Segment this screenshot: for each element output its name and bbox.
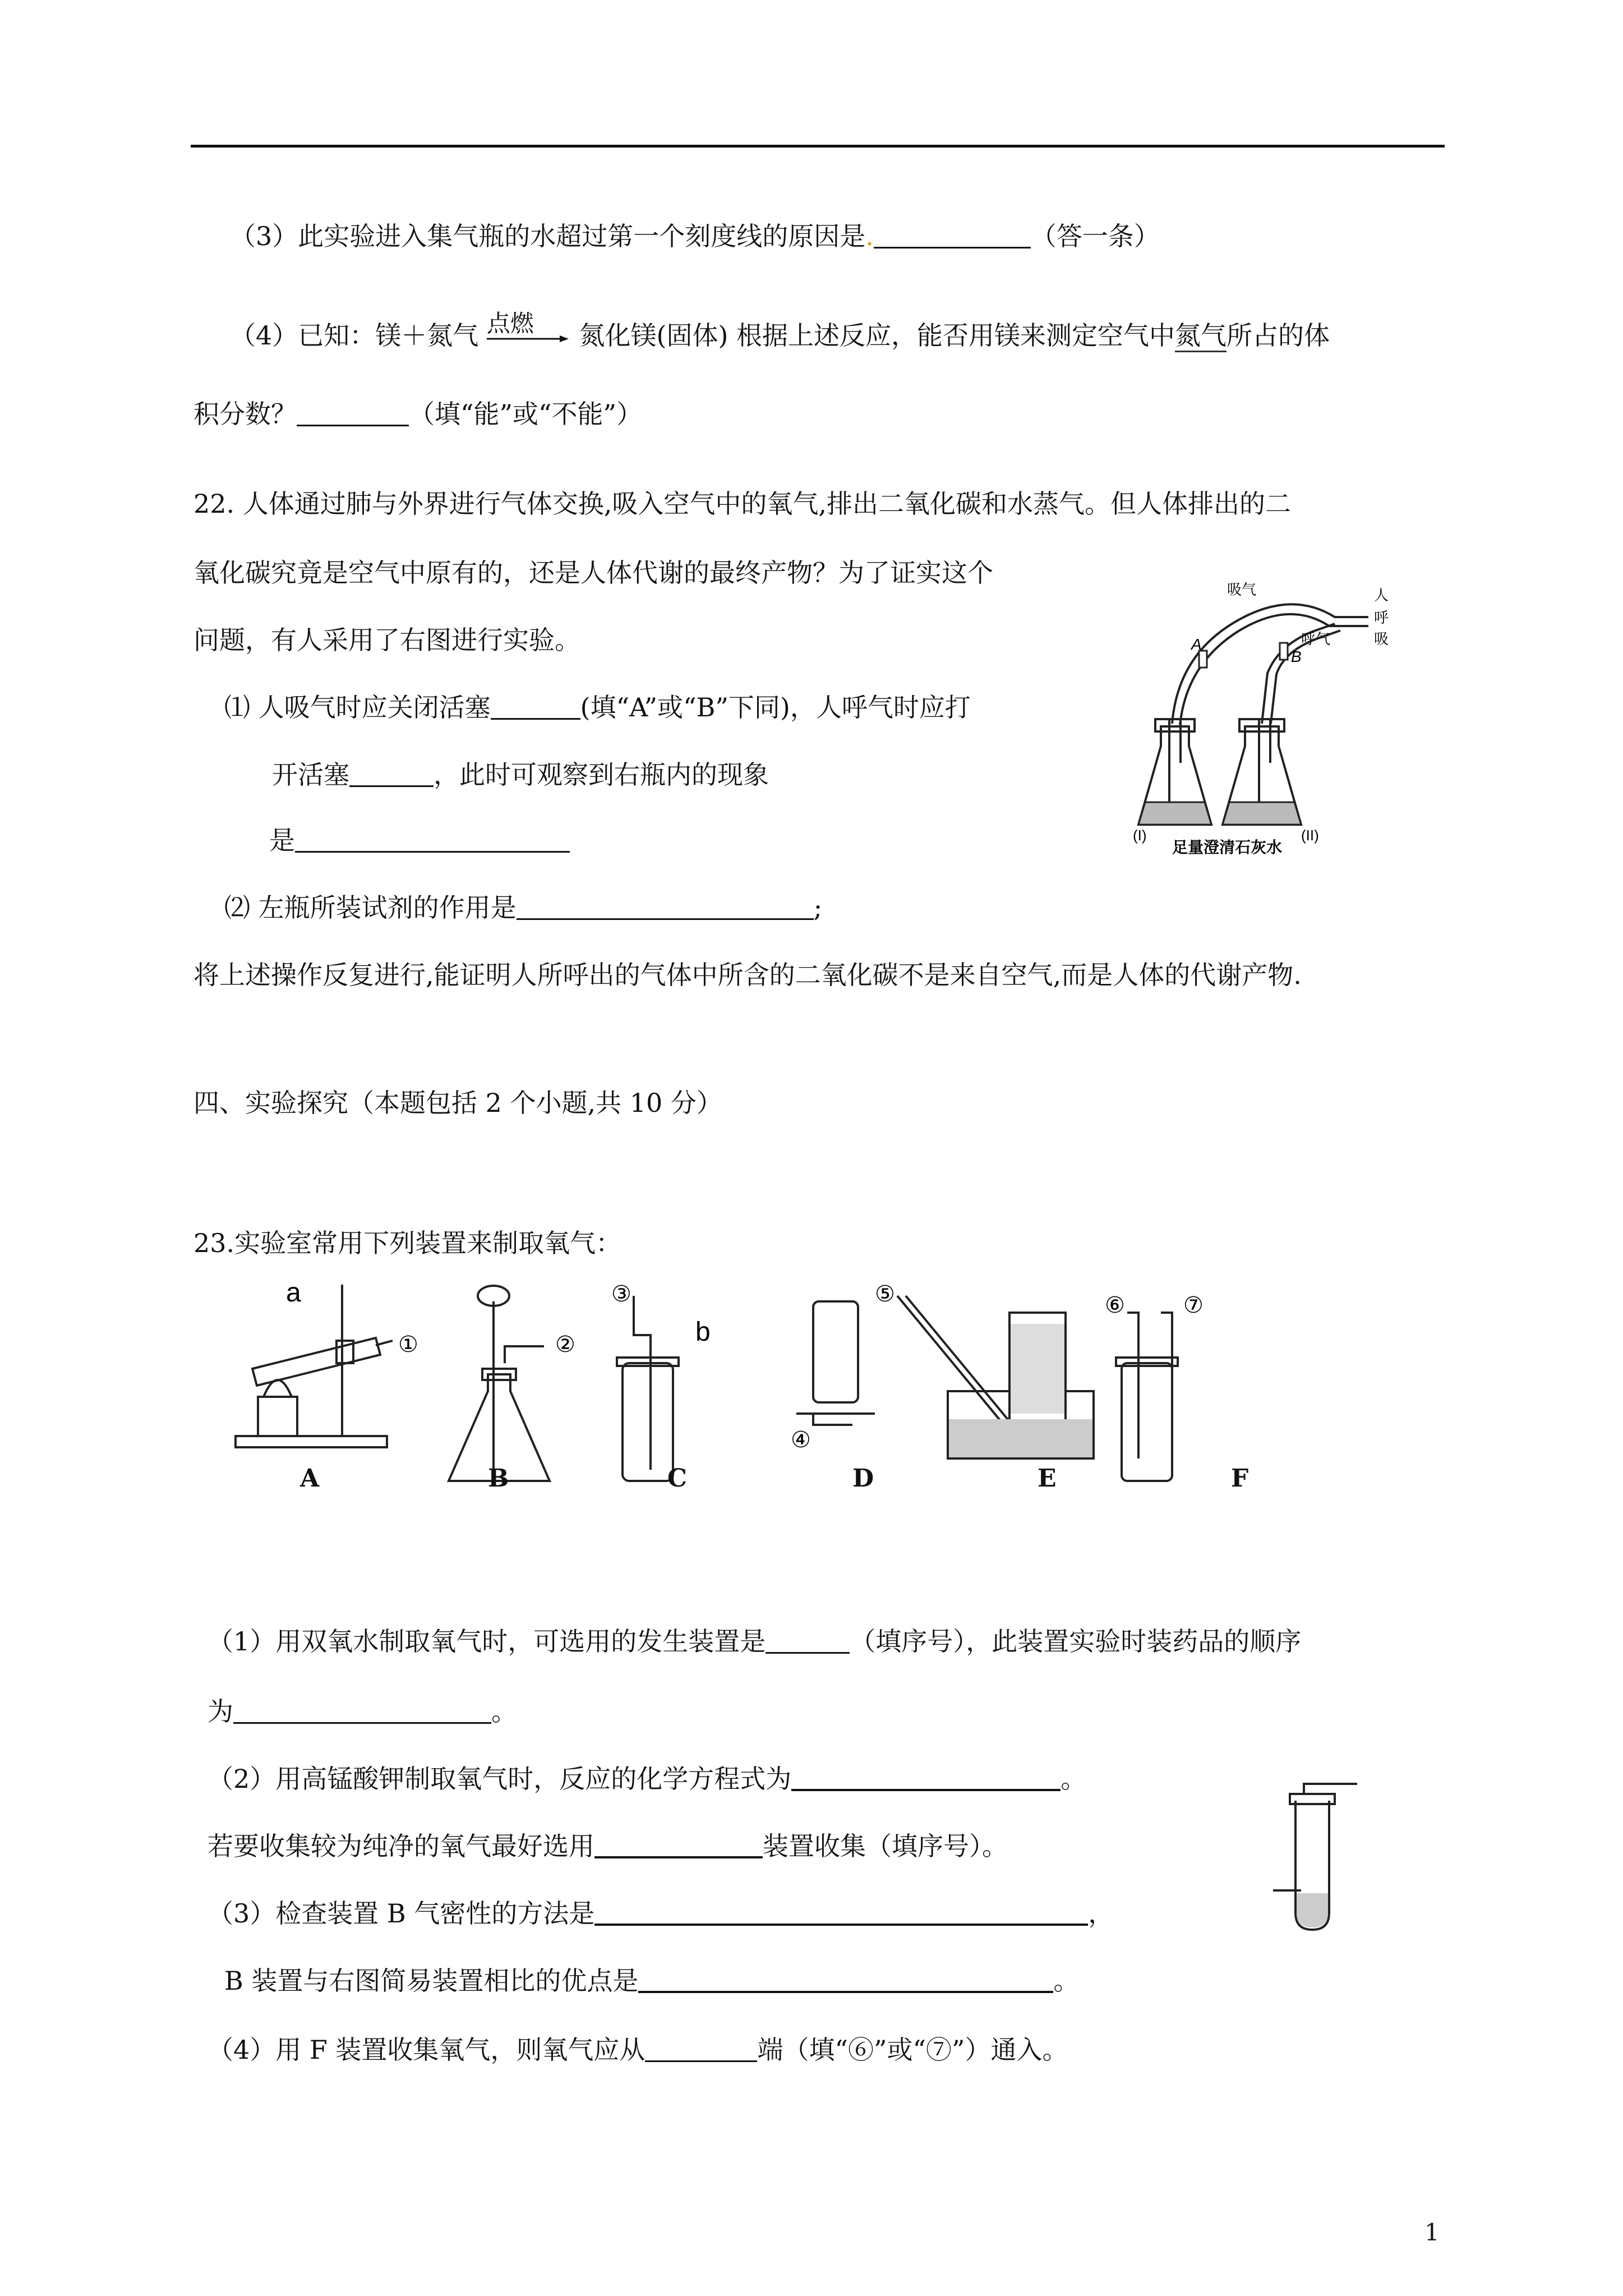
q23-part2-line2: [208, 1826, 1008, 1863]
label-inhale: 吸气: [1227, 581, 1257, 598]
simple-apparatus-drawing: [1273, 1778, 1385, 1947]
apparatus-label-e: E: [1038, 1464, 1057, 1493]
q21-part4-blank[interactable]: [297, 400, 409, 426]
apparatus-label-a: A: [300, 1464, 320, 1493]
q23-part3-a: （3）检查装置 B 气密性的方法是: [208, 1898, 595, 1929]
q23-part2-a: （2）用高锰酸钾制取氧气时，反应的化学方程式为: [208, 1764, 792, 1794]
apparatus-drawing: [230, 1279, 1352, 1503]
q23-blank-airtight[interactable]: [594, 1899, 1088, 1926]
q23-blank-inlet[interactable]: [645, 2036, 757, 2062]
section4-title: 四、实验探究（本题包括 2 个小题,共 10 分）: [193, 1088, 722, 1118]
q21-part4-pre: （4）已知：镁＋氮气: [230, 320, 479, 351]
q23-part1-b: （填序号），此装置实验时装药品的顺序: [850, 1626, 1302, 1657]
q22-part1-b: (填“A”或“B”下同)，人呼气时应打: [580, 692, 971, 723]
q23-blank-advantage[interactable]: [638, 1966, 1053, 1993]
valve-b-label: B: [1291, 648, 1302, 665]
q21-part3-blank[interactable]: [874, 222, 1031, 249]
q23-part4-a: （4）用 F 装置收集氧气，则氧气应从: [208, 2035, 645, 2065]
q22-blank-purpose[interactable]: [517, 894, 814, 920]
q23-part2: [208, 1759, 1086, 1796]
q23-blank-generator[interactable]: [766, 1627, 850, 1654]
q21-part4-end: 所占的体: [1227, 320, 1330, 351]
q23-part3-c: B 装置与右图简易装置相比的优点是: [224, 1966, 639, 1996]
reaction-arrow: [486, 310, 571, 347]
q23-blank-order[interactable]: [233, 1697, 491, 1724]
header-rule: [191, 145, 1445, 148]
q23-stem: 23.实验室常用下列装置来制取氧气：: [193, 1228, 622, 1258]
label-breath-2: 吸: [1374, 631, 1389, 647]
q22-part1-a: ⑴ 人吸气时应关闭活塞: [224, 692, 491, 723]
q22-line1: 22. 人体通过肺与外界进行气体交换,吸入空气中的氧气,排出二氧化碳和水蒸气。但人体排出的二: [193, 489, 1292, 519]
q22-blank-open[interactable]: [349, 761, 434, 787]
simple-apparatus-figure: [1273, 1778, 1385, 1947]
marker-a: a: [286, 1279, 301, 1308]
marker-1: ①: [398, 1332, 418, 1357]
q23-part3-d: 。: [1053, 1966, 1080, 1996]
label-person: 人: [1374, 587, 1389, 604]
flask-left-label: (I): [1133, 827, 1147, 844]
apparatus-figure: [230, 1279, 1352, 1503]
q22-part1-c: 开活塞: [272, 760, 349, 790]
q21-part4-mid: 氮化镁(固体) 根据上述反应，能否用镁来测定空气中: [579, 320, 1175, 351]
q21-part4-underlined: 氮气: [1175, 320, 1227, 352]
q22-line2: 氧化碳究竟是空气中原有的，还是人体代谢的最终产物？为了证实这个: [193, 558, 993, 588]
q21-part4: [230, 310, 1330, 352]
q22-part1-e: 是: [269, 825, 295, 855]
q22-part1-line2: [272, 754, 769, 792]
marker-3: ③: [611, 1282, 631, 1306]
breathing-apparatus-figure: [1133, 578, 1430, 869]
figure-caption: 足量澄清石灰水: [1172, 839, 1283, 856]
q22-line3: 问题，有人采用了右图进行实验。: [193, 625, 580, 655]
marker-b: b: [695, 1317, 711, 1347]
q22-part2-a: ⑵ 左瓶所装试剂的作用是: [224, 892, 517, 923]
q22-blank-close[interactable]: [491, 693, 580, 720]
q22-part1-line3: [269, 820, 570, 857]
q23-part4: [208, 2030, 1068, 2067]
apparatus-label-f: F: [1231, 1464, 1249, 1493]
reaction-condition: 点燃: [486, 310, 534, 337]
q21-part3-tail: （答一条）: [1030, 221, 1160, 251]
marker-7: ⑦: [1183, 1293, 1204, 1318]
apparatus-label-b: B: [488, 1464, 509, 1493]
apparatus-label-d: D: [852, 1464, 874, 1493]
q23-part1-a: （1）用双氧水制取氧气时，可选用的发生装置是: [208, 1626, 766, 1657]
q22-part2: [224, 887, 822, 924]
apparatus-label-c: C: [667, 1464, 688, 1493]
flask-right-label: (II): [1301, 827, 1319, 844]
q23-part3-b: ，: [1088, 1898, 1114, 1929]
q23-part2-c: 若要收集较为纯净的氧气最好选用: [208, 1831, 594, 1861]
q23-part2-d: 装置收集（填序号）。: [763, 1831, 1008, 1861]
label-exhale: 呼气: [1301, 631, 1331, 647]
page-number: 1: [1424, 2219, 1440, 2246]
q22-part1: [224, 687, 971, 724]
q22-conclusion: 将上述操作反复进行,能证明人所呼出的气体中所含的二氧化碳不是来自空气,而是人体的代谢产物.: [193, 960, 1302, 990]
q23-part3-line2: [224, 1961, 1079, 1998]
q21-part4-line2: [193, 394, 642, 431]
q23-part4-b: 端（填“⑥”或“⑦”）通入。: [757, 2035, 1068, 2065]
q21-part3: [230, 216, 1160, 253]
q23-part1: [208, 1621, 1301, 1658]
q23-part1-d: 。: [491, 1696, 517, 1727]
marker-4: ④: [791, 1428, 811, 1452]
orange-dot: .: [865, 221, 874, 251]
breathing-apparatus-drawing: [1133, 578, 1430, 869]
q23-blank-equation[interactable]: [791, 1764, 1061, 1791]
q22-part1-d: ，此时可观察到右瓶内的现象: [434, 760, 769, 790]
marker-2: ②: [555, 1332, 575, 1357]
q23-part3: [208, 1893, 1114, 1930]
q23-blank-collector[interactable]: [594, 1832, 763, 1858]
marker-6: ⑥: [1105, 1293, 1125, 1318]
marker-5: ⑤: [875, 1282, 895, 1306]
q23-part1-c: 为: [208, 1696, 233, 1727]
q21-part4-line2-pre: 积分数？: [193, 399, 297, 429]
q22-part2-b: ;: [813, 892, 823, 923]
q23-part1-line2: [208, 1691, 517, 1728]
q23-part2-b: 。: [1061, 1764, 1087, 1794]
q22-blank-phenomenon[interactable]: [295, 826, 570, 853]
label-breath-1: 呼: [1374, 609, 1389, 626]
q21-part3-text: （3）此实验进入集气瓶的水超过第一个刻度线的原因是: [230, 221, 866, 251]
valve-a-label: A: [1191, 636, 1202, 653]
arrow-icon: [487, 319, 571, 347]
q21-part4-line2-tail: （填“能”或“不能”）: [409, 399, 643, 429]
